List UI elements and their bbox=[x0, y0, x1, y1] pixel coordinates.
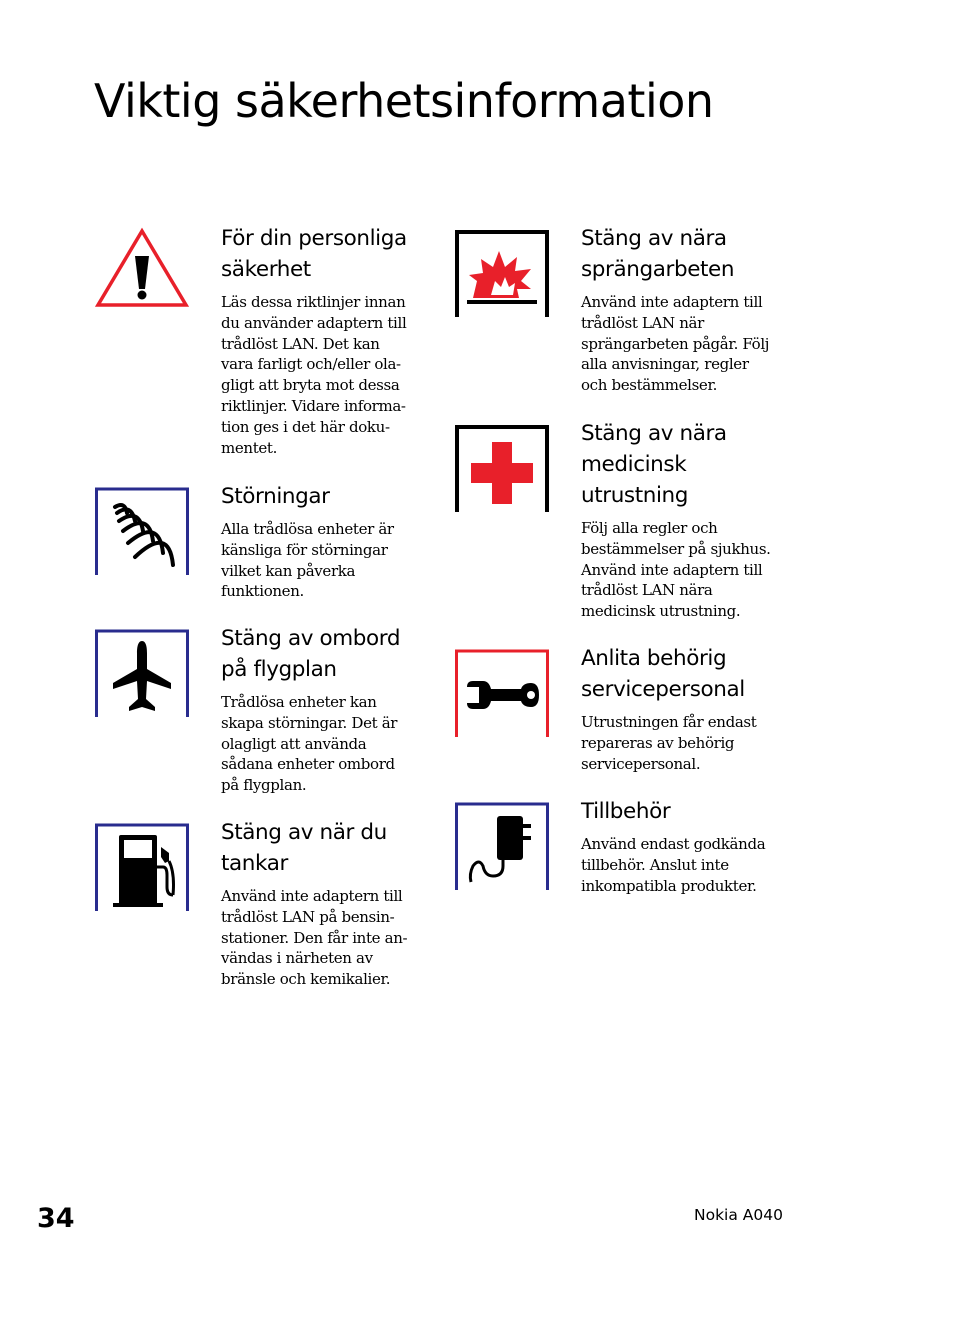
section-body: Trådlösa enheter kan skapa störningar. Det är olagligt att använda sådana enheter ombord på flygplan. bbox=[221, 693, 398, 795]
page-number: 34 bbox=[37, 1203, 75, 1234]
section-heading: Anlita behörig servicepersonal bbox=[581, 646, 745, 702]
section-body: Använd endast godkända tillbehör. Anslut inte inkompatibla produkter. bbox=[581, 835, 766, 895]
section-heading: Stäng av nära sprängarbeten bbox=[581, 226, 735, 282]
wrench-icon bbox=[455, 643, 549, 737]
section-heading: För din personliga säkerhet bbox=[221, 226, 407, 282]
section-heading: Stäng av ombord på flygplan bbox=[221, 626, 401, 682]
explosion-icon bbox=[455, 223, 549, 317]
section-heading: Stäng av nära medicinsk utrustning bbox=[581, 421, 727, 508]
section-body: Utrustningen får endast repareras av behörig servicepersonal. bbox=[581, 713, 757, 773]
section-heading: Störningar bbox=[221, 484, 330, 509]
section-heading: Tillbehör bbox=[581, 799, 671, 824]
page-title: Viktig säkerhetsinformation bbox=[94, 74, 714, 128]
warning-triangle-icon bbox=[95, 223, 189, 317]
section-body: Följ alla regler och bestämmelser på sjukhus. Använd inte adaptern till trådlöst LAN nära medicinsk utrustning. bbox=[581, 519, 771, 621]
section-body: Alla trådlösa enheter är känsliga för störningar vilket kan påverka funktionen. bbox=[221, 520, 394, 601]
section-body: Läs dessa riktlinjer innan du använder adaptern till trådlöst LAN. Det kan vara farligt och/eller ola- gligt att bryta mot dessa riktlinjer. Vidare informa- tion ges i det här doku- mentet. bbox=[221, 293, 407, 457]
airplane-icon bbox=[95, 623, 189, 717]
section-body: Använd inte adaptern till trådlöst LAN på bensin- stationer. Den får inte an- vändas i närheten av bränsle och kemikalier. bbox=[221, 887, 408, 989]
charger-plug-icon bbox=[455, 796, 549, 890]
fuel-pump-icon bbox=[95, 817, 189, 911]
interference-waves-icon bbox=[95, 481, 189, 575]
product-name: Nokia A040 bbox=[694, 1206, 783, 1224]
section-heading: Stäng av när du tankar bbox=[221, 820, 387, 876]
section-body: Använd inte adaptern till trådlöst LAN när sprängarbeten pågår. Följ alla anvisningar, regler och bestämmelser. bbox=[581, 293, 770, 395]
medical-cross-icon bbox=[455, 418, 549, 512]
